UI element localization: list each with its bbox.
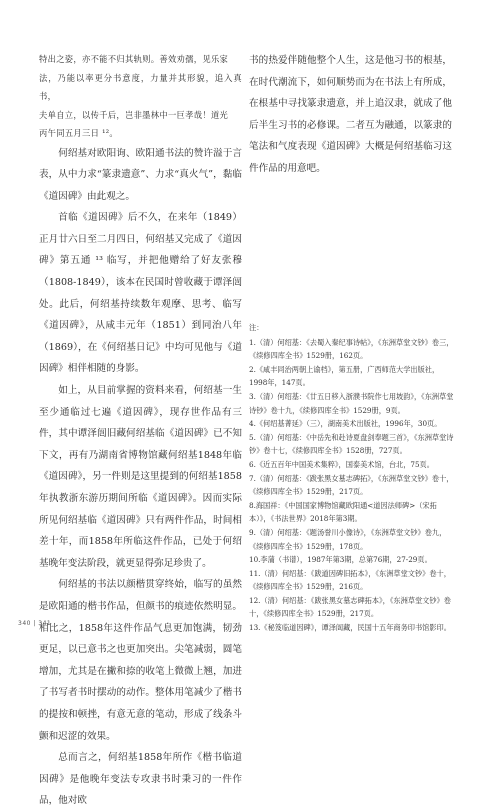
endnote-5: 5.（清）何绍基：《中岳先和赴诗夏盘剑奉题三首》，《东洲草堂诗钞》卷十七，《续修四库全书》1528册，727页。 bbox=[249, 432, 454, 456]
endnote-3: 3.（清）何绍基：《廿五日移入浙濮书院作七用坡韵》，《东洲草堂诗钞》卷十九，《续修四库全书》1529册，9页。 bbox=[249, 391, 454, 415]
endnote-9: 9.（清）何绍基：《题汤誉川小像诗》，《东洲草堂文钞》卷九，《续修四库全书》1529册，178页。 bbox=[249, 527, 447, 551]
right-column bbox=[249, 50, 452, 180]
endnote-2: 2.《咸丰同治两朝上谕档》，第五册，广西师范大学出版社，1998年，147页。 bbox=[249, 364, 440, 388]
endnotes-title: 注： bbox=[249, 323, 264, 332]
endnote-12: 12.（清）何绍基：《跋张黑女墓志碑拓本》，《东洲草堂文钞》卷十，《续修四库全书》1529册，217页。 bbox=[249, 595, 451, 619]
endnote-4: 4.《何绍基菁延》（三），湖南美术出版社，1996年，30页。 bbox=[249, 419, 442, 429]
lead-line-3: 夫单自立，以传千后，岂非墨林中一巨孝哉！道光 bbox=[39, 109, 229, 120]
endnote-10: 10.李蒲（书谱），1987年第3期，总第76期，27-29页。 bbox=[249, 555, 432, 565]
body-paragraph-4: 何绍基的书法以颜楷贯穿终始，临写的虽然是欧阳通的楷书作品，但颜书的痕迹依然明显。相比之，1858年这件作品气息更加饱满，韧劲更足，以已意书之也更加突出。尖笔减弱，圆笔增加，尤其是在撇和捺的收笔上微微上翘，加进了书写者书时摆动的动作。整体用笔减少了楷书的提按和顿挫，有意无意的笔动，形成了线条斗颤和迟涩的效果。 bbox=[39, 579, 242, 742]
lead-line-4: 丙午同五月三日 ¹²。 bbox=[39, 128, 118, 138]
endnote-1: 1.（清）何绍基：《去蜀入秦纪事诗帖》，《东洲草堂文钞》卷三，《续修四库全书》1529册，162页。 bbox=[249, 337, 454, 361]
body-paragraph-3: 如上，从目前掌握的资料来看，何绍基一生至少通临过七遍《道因碑》，现存世作品有三件，其中谭泽闿旧藏何绍基临《道因碑》已不知下文，再有乃湖南省博物馆藏何绍基1848年临《道因碑》，另一件则是这里提到的何绍基1858年执教浙东游历期间所临《道因碑》。因而实际所见何绍基临《道因碑》只有两件作品，时间相差十年，而1858年所临这件作品，已处于何绍基晚年变法阶段，就更显得弥足珍贵了。 bbox=[39, 385, 242, 569]
body-paragraph-2: 首临《道因碑》后不久，在来年（1849）正月廿六日至二月四日，何绍基又完成了《道因碑》第五通 ¹³ 临写，并把他赠给了好友张穆（1808-1849），该本在民国时曾收藏于谭泽闿处。此后，何绍基持续数年观摩、思考、临写《道因碑》，从咸丰元年（1851）到同治八年（1869），在《何绍基日记》中均可见他与《道因碑》相伴相随的身影。 bbox=[39, 212, 242, 375]
endnote-7: 7.（清）何绍基：《跋张黑女墓志碑拓》，《东洲草堂文钞》卷十，《续修四库全书》1529册，217页。 bbox=[249, 473, 454, 497]
body-paragraph-5: 总而言之，何绍基1858年所作《楷书临道因碑》是他晚年变法专攻隶书时秉习的一件作品，他对欧 bbox=[39, 752, 242, 807]
endnote-6: 6.《近五百年中国美术集粹》，国泰美术馆，台北，75页。 bbox=[249, 459, 434, 469]
endnotes bbox=[249, 321, 457, 635]
left-column bbox=[39, 50, 242, 812]
endnote-8: 8.海国祥：《中国国家博物馆藏欧阳通<道因法师碑>（宋拓本）》，《书法世界》2018年第3期。 bbox=[249, 500, 437, 524]
lead-line-2: 法，乃能以率更分书意度，力量并其形貌，追入真书， bbox=[39, 72, 242, 101]
page-numbers: 340 | 341 bbox=[18, 620, 52, 627]
body-paragraph-continued: 书的热爱伴随他整个人生，这是他习书的根基，在时代潮流下，如何顺势而为在书法上有所成，在根基中寻找篆隶遗意，并上追汉隶，就成了他后半生习书的必修课。二者互为融通，以篆隶的笔法和气度表现《道因碑》大概是何绍基临习这件作品的用意吧。 bbox=[249, 55, 452, 174]
lead-line-1: 特出之姿，亦不能不归其轨则。善效劝孺，见乐家 bbox=[39, 54, 229, 64]
body-paragraph-1: 何绍基对欧阳询、欧阳通书法的赞许溢于言表，从中力求“篆隶遗意”、力求“真火气”，黏临《道因碑》由此观之。 bbox=[39, 147, 242, 202]
endnote-13: 13.《秘笈临道因碑》，谭泽闿藏，民国十五年商务印书馆影印。 bbox=[249, 623, 451, 633]
endnote-11: 11.（清）何绍基：《跋道因碑旧拓本》，《东洲草堂文钞》卷十，《续修四库全书》1529册，216页。 bbox=[249, 568, 451, 592]
